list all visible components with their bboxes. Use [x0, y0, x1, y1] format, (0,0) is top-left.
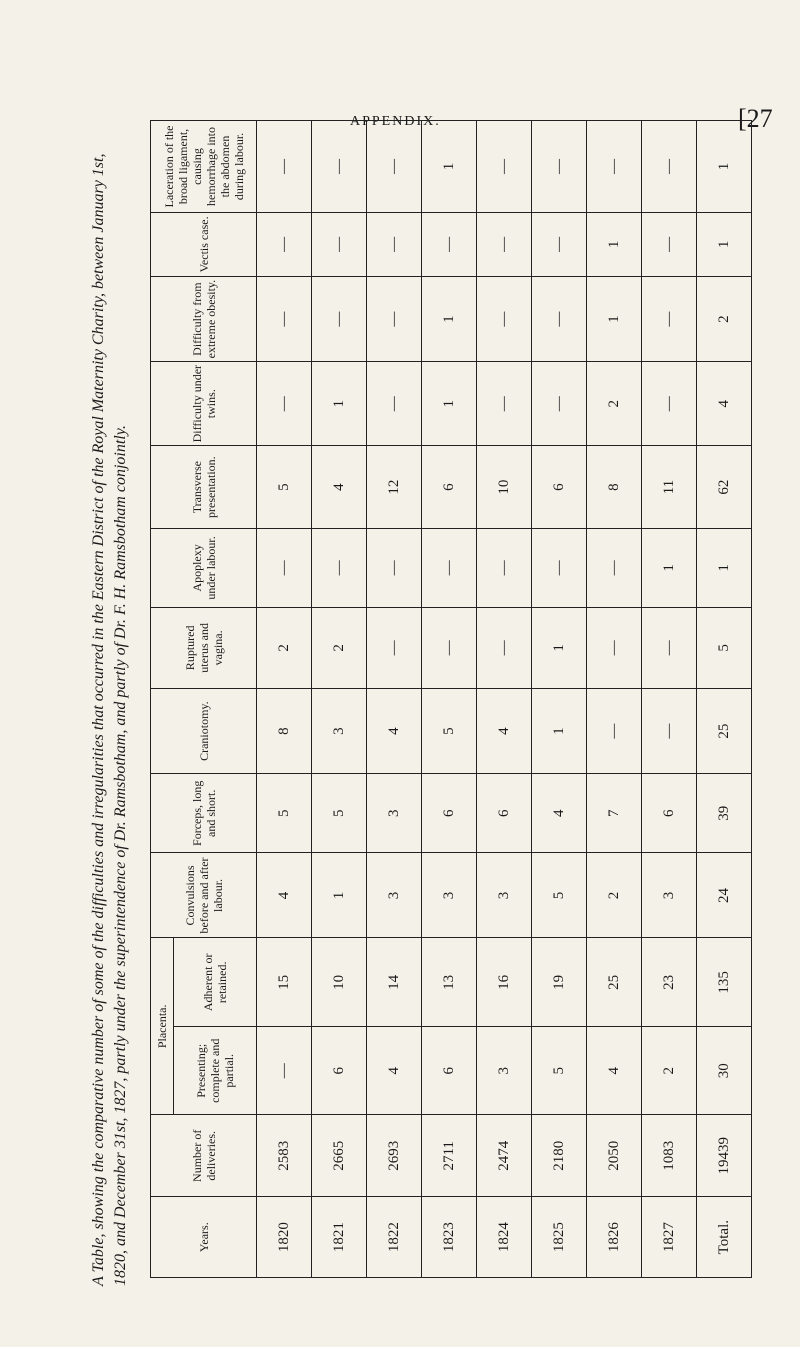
cell-year: 1826: [587, 1197, 642, 1278]
cell-apoplexy: —: [477, 529, 532, 607]
header-obesity: Difficulty from extreme obesity.: [151, 276, 257, 361]
cell-adherent: 23: [642, 938, 697, 1027]
cell-year: 1824: [477, 1197, 532, 1278]
cell-transverse: 5: [257, 446, 312, 529]
cell-deliveries: 2665: [312, 1115, 367, 1197]
table-row: [367, 121, 422, 1278]
cell-deliveries: 2693: [367, 1115, 422, 1197]
header-transverse: Transverse presentation.: [151, 446, 257, 529]
cell-craniotomy: 8: [257, 689, 312, 774]
table-row: [312, 121, 367, 1278]
cell-convulsions: 1: [312, 853, 367, 938]
cell-laceration: 1: [422, 121, 477, 213]
header-craniotomy: Craniotomy.: [151, 689, 257, 774]
cell-presenting: 4: [367, 1027, 422, 1115]
cell-craniotomy: —: [587, 689, 642, 774]
cell-twins: 1: [312, 362, 367, 446]
header-presenting: Presenting; complete and partial.: [174, 1027, 257, 1115]
table-row: [642, 121, 697, 1278]
cell-vectis: —: [477, 212, 532, 276]
table-caption: A Table, showing the comparative number of some of the difficulties and irregularities that occurred in the Eastern District of the Royal Maternity Charity, between January 1st, 1820, and December 31st, 1827, partly under the superintendence of Dr. Ramsbotham, and partly of Dr. F. H. Ramsbotham conjointly.: [90, 153, 129, 1286]
table-row: [477, 121, 532, 1278]
header-years: Years.: [151, 1197, 257, 1278]
cell-apoplexy: —: [367, 529, 422, 607]
header-forceps: Forceps, long and short.: [151, 774, 257, 853]
table-row: [697, 121, 752, 1278]
cell-vectis: —: [642, 212, 697, 276]
cell-vectis: 1: [697, 212, 752, 276]
cell-craniotomy: 4: [367, 689, 422, 774]
cell-deliveries: 1083: [642, 1115, 697, 1197]
cell-year: 1822: [367, 1197, 422, 1278]
cell-year: 1821: [312, 1197, 367, 1278]
header-vectis: Vectis case.: [151, 212, 257, 276]
cell-craniotomy: 4: [477, 689, 532, 774]
cell-apoplexy: —: [257, 529, 312, 607]
cell-ruptured: 2: [312, 607, 367, 689]
cell-obesity: —: [367, 276, 422, 361]
cell-ruptured: 1: [532, 607, 587, 689]
cell-ruptured: —: [477, 607, 532, 689]
cell-obesity: —: [477, 276, 532, 361]
cell-convulsions: 3: [422, 853, 477, 938]
cell-transverse: 12: [367, 446, 422, 529]
cell-presenting: 2: [642, 1027, 697, 1115]
rotated-table-region: [88, 120, 732, 1290]
header-ruptured: Ruptured uterus and vagina.: [151, 607, 257, 689]
header-twins: Difficulty under twins.: [151, 362, 257, 446]
cell-craniotomy: 1: [532, 689, 587, 774]
cell-obesity: —: [257, 276, 312, 361]
cell-laceration: —: [257, 121, 312, 213]
header-apoplexy: Apoplexy under labour.: [151, 529, 257, 607]
cell-twins: 2: [587, 362, 642, 446]
cell-ruptured: —: [367, 607, 422, 689]
cell-forceps: 6: [642, 774, 697, 853]
cell-presenting: 6: [422, 1027, 477, 1115]
cell-convulsions: 24: [697, 853, 752, 938]
cell-craniotomy: 25: [697, 689, 752, 774]
cell-laceration: 1: [697, 121, 752, 213]
complications-table: [150, 120, 752, 1278]
cell-adherent: 13: [422, 938, 477, 1027]
cell-obesity: —: [642, 276, 697, 361]
cell-laceration: —: [532, 121, 587, 213]
cell-twins: 1: [422, 362, 477, 446]
cell-ruptured: —: [587, 607, 642, 689]
table-row: [532, 121, 587, 1278]
page-number: [27: [738, 104, 773, 133]
cell-vectis: —: [422, 212, 477, 276]
cell-convulsions: 3: [367, 853, 422, 938]
cell-vectis: 1: [587, 212, 642, 276]
cell-laceration: —: [477, 121, 532, 213]
cell-ruptured: 2: [257, 607, 312, 689]
cell-twins: —: [257, 362, 312, 446]
cell-vectis: —: [312, 212, 367, 276]
cell-presenting: 5: [532, 1027, 587, 1115]
cell-year: 1823: [422, 1197, 477, 1278]
cell-laceration: —: [367, 121, 422, 213]
cell-obesity: 2: [697, 276, 752, 361]
table-row: [587, 121, 642, 1278]
cell-ruptured: —: [642, 607, 697, 689]
cell-presenting: —: [257, 1027, 312, 1115]
cell-year: 1827: [642, 1197, 697, 1278]
cell-twins: —: [477, 362, 532, 446]
cell-deliveries: 2050: [587, 1115, 642, 1197]
cell-transverse: 11: [642, 446, 697, 529]
cell-convulsions: 3: [477, 853, 532, 938]
cell-transverse: 6: [532, 446, 587, 529]
cell-apoplexy: —: [312, 529, 367, 607]
cell-presenting: 30: [697, 1027, 752, 1115]
cell-twins: 4: [697, 362, 752, 446]
cell-transverse: 10: [477, 446, 532, 529]
cell-obesity: —: [312, 276, 367, 361]
cell-obesity: —: [532, 276, 587, 361]
cell-craniotomy: 5: [422, 689, 477, 774]
cell-twins: —: [532, 362, 587, 446]
header-convulsions: Convulsions before and after labour.: [151, 853, 257, 938]
cell-deliveries: 2583: [257, 1115, 312, 1197]
cell-apoplexy: 1: [642, 529, 697, 607]
cell-convulsions: 4: [257, 853, 312, 938]
cell-adherent: 25: [587, 938, 642, 1027]
cell-laceration: —: [587, 121, 642, 213]
cell-vectis: —: [257, 212, 312, 276]
cell-deliveries: 2474: [477, 1115, 532, 1197]
cell-craniotomy: 3: [312, 689, 367, 774]
cell-forceps: 7: [587, 774, 642, 853]
cell-deliveries: 19439: [697, 1115, 752, 1197]
cell-craniotomy: —: [642, 689, 697, 774]
cell-convulsions: 2: [587, 853, 642, 938]
table-row: [257, 121, 312, 1278]
cell-transverse: 6: [422, 446, 477, 529]
header-deliveries: Number of deliveries.: [151, 1115, 257, 1197]
cell-apoplexy: —: [422, 529, 477, 607]
cell-ruptured: —: [422, 607, 477, 689]
header-laceration: Laceration of the broad ligament, causing hemorrhage into the abdomen during labour.: [151, 121, 257, 213]
table-body: [257, 121, 752, 1278]
cell-presenting: 6: [312, 1027, 367, 1115]
cell-laceration: —: [642, 121, 697, 213]
cell-adherent: 10: [312, 938, 367, 1027]
cell-forceps: 6: [477, 774, 532, 853]
cell-year: 1825: [532, 1197, 587, 1278]
cell-adherent: 16: [477, 938, 532, 1027]
cell-adherent: 19: [532, 938, 587, 1027]
cell-forceps: 5: [312, 774, 367, 853]
cell-laceration: —: [312, 121, 367, 213]
cell-vectis: —: [532, 212, 587, 276]
cell-presenting: 4: [587, 1027, 642, 1115]
header-title: APPENDIX.: [350, 114, 441, 129]
cell-convulsions: 3: [642, 853, 697, 938]
cell-deliveries: 2180: [532, 1115, 587, 1197]
cell-transverse: 62: [697, 446, 752, 529]
cell-forceps: 3: [367, 774, 422, 853]
cell-adherent: 14: [367, 938, 422, 1027]
header-placenta: Placenta.: [151, 938, 174, 1115]
table-row: [422, 121, 477, 1278]
cell-year: 1820: [257, 1197, 312, 1278]
cell-convulsions: 5: [532, 853, 587, 938]
cell-deliveries: 2711: [422, 1115, 477, 1197]
cell-vectis: —: [367, 212, 422, 276]
cell-forceps: 5: [257, 774, 312, 853]
cell-adherent: 15: [257, 938, 312, 1027]
cell-transverse: 4: [312, 446, 367, 529]
cell-ruptured: 5: [697, 607, 752, 689]
cell-apoplexy: 1: [697, 529, 752, 607]
cell-adherent: 135: [697, 938, 752, 1027]
cell-obesity: 1: [422, 276, 477, 361]
cell-twins: —: [367, 362, 422, 446]
header-adherent: Adherent or retained.: [174, 938, 257, 1027]
cell-year: Total.: [697, 1197, 752, 1278]
cell-transverse: 8: [587, 446, 642, 529]
cell-twins: —: [642, 362, 697, 446]
cell-forceps: 6: [422, 774, 477, 853]
cell-apoplexy: —: [587, 529, 642, 607]
cell-obesity: 1: [587, 276, 642, 361]
cell-forceps: 4: [532, 774, 587, 853]
cell-forceps: 39: [697, 774, 752, 853]
cell-apoplexy: —: [532, 529, 587, 607]
cell-presenting: 3: [477, 1027, 532, 1115]
